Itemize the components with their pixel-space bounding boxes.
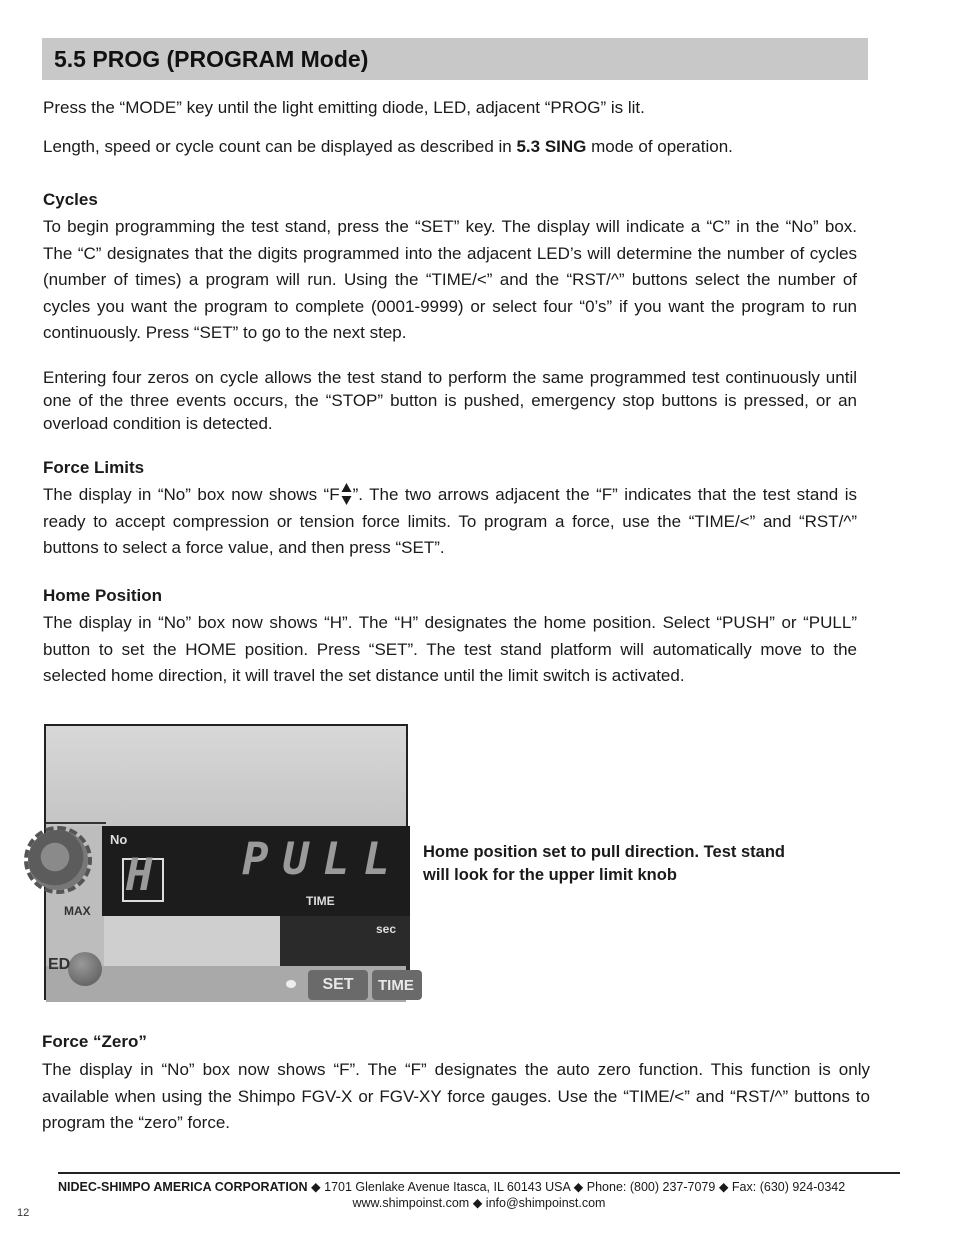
cycles-body: To begin programming the test stand, press the “SET” key. The display will indicate a “C” in the “No” box. The “C” designates that the digits programmed into the adjacent LED’s will determine the number of cycles (number of times) a program will run. Using the “TIME/<” and the “RST/^” buttons select the number of cycles you want the program to complete (0001-9999) or select four “0’s” if you want the program to run continuously. Press “SET” to go to the next step. <box>43 217 857 342</box>
led-indicator-icon <box>286 980 296 988</box>
home-position-body: The display in “No” box now shows “H”. The “H” designates the home position. Select “PUSH” or “PULL” button to set the HOME position. Press “SET”. The test stand platform will automatically move to the selected home direction, it will travel the set distance until the limit switch is activated. <box>43 613 857 685</box>
cycles-note: Entering four zeros on cycle allows the test stand to perform the same programmed test continuously until one of the three events occurs, the “STOP” button is pushed, emergency stop buttons is pressed, or an overload condition is detected. <box>43 368 857 433</box>
sing-reference: 5.3 SING <box>516 137 587 156</box>
photo-time-button: TIME <box>372 970 422 1000</box>
page-number: 12 <box>17 1207 30 1219</box>
sec-label: sec <box>376 922 397 936</box>
footer-website[interactable]: www.shimpoinst.com <box>352 1196 470 1210</box>
photo-caption: Home position set to pull direction. Test stand will look for the upper limit knob <box>423 843 785 884</box>
footer-divider <box>58 1172 900 1174</box>
home-position-heading: Home Position <box>43 586 163 605</box>
footer-email[interactable]: info@shimpoinst.com <box>485 1196 606 1210</box>
ed-label: ED <box>48 956 71 973</box>
intro-paragraph-2: Length, speed or cycle count can be displayed as described in 5.3 SING mode of operation. <box>43 137 733 156</box>
force-limits-heading: Force Limits <box>43 458 145 477</box>
max-label: MAX <box>64 904 91 918</box>
control-panel-photo <box>44 724 414 1000</box>
force-zero-body: The display in “No” box now shows “F”. The “F” designates the auto zero function. This function is only available when using the Shimpo FGV-X or FGV-XY force gauges. Use the “TIME/<” and “RST/^” buttons to program the “zero” force. <box>42 1060 870 1132</box>
speed-knob-icon <box>28 830 88 890</box>
footer-phone: Phone: (800) 237-7079 <box>586 1180 716 1194</box>
footer-address: 1701 Glenlake Avenue Itasca, IL 60143 USA <box>324 1180 571 1194</box>
footer-address-line: NIDEC-SHIMPO AMERICA CORPORATION ◆ 1701 Glenlake Avenue Itasca, IL 60143 USA ◆ Phone: (800) 237-7079 ◆ Fax: (630) 924-0342 <box>58 1180 846 1194</box>
section-title: 5.5 PROG (PROGRAM Mode) <box>54 45 369 72</box>
footer-fax: Fax: (630) 924-0342 <box>731 1180 846 1194</box>
footer-contact-line: www.shimpoinst.com ◆ info@shimpoinst.com <box>352 1196 606 1210</box>
no-box-character: H <box>126 850 167 901</box>
force-limits-body: The display in “No” box now shows “F ”. The two arrows adjacent the “F” indicates that the test stand is ready to accept compression or tension force limits. To program a force, use the “TIME/<” and “RST/^” buttons to select a force value, and then press “SET”. <box>43 482 857 562</box>
display-readout: PULL <box>242 834 404 885</box>
time-label: TIME <box>306 894 335 908</box>
photo-set-button: SET <box>308 970 368 1000</box>
footer-company: NIDEC-SHIMPO AMERICA CORPORATION <box>58 1180 308 1194</box>
section-header <box>42 38 868 80</box>
intro-paragraph-1: Press the “MODE” key until the light emitting diode, LED, adjacent “PROG” is lit. <box>43 98 645 117</box>
force-zero-heading: Force “Zero” <box>42 1032 147 1051</box>
no-label: No <box>110 832 128 847</box>
up-down-arrows-icon <box>341 482 352 506</box>
round-button-icon <box>68 952 102 986</box>
cycles-heading: Cycles <box>43 190 98 209</box>
